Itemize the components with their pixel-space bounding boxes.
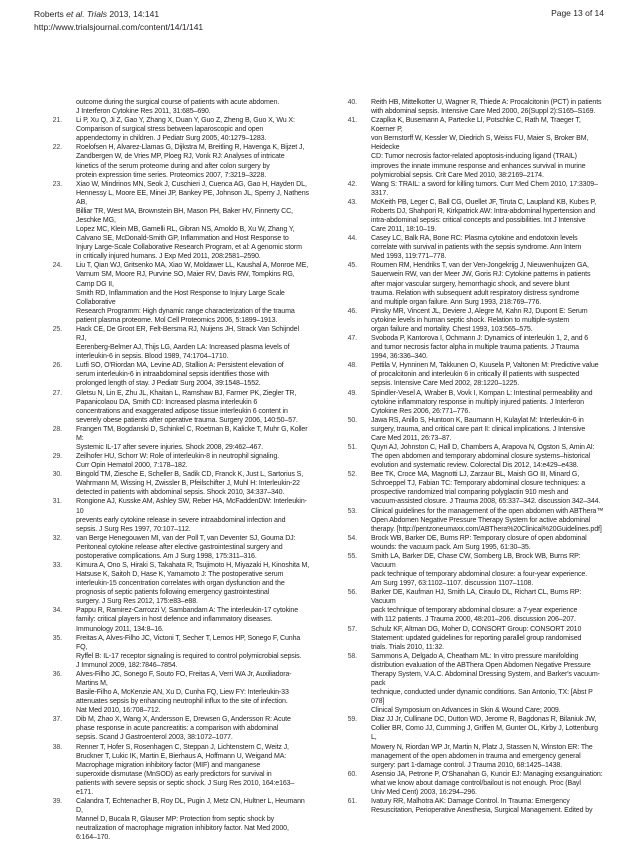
reference-item	[42, 143, 310, 179]
reference-number: 49.	[347, 389, 357, 397]
reference-number: 41.	[347, 117, 357, 125]
reference-number: 60.	[347, 770, 357, 778]
reference-item	[337, 534, 605, 552]
reference-text: Rongione AJ, Kusske AM, Ashley SW, Reber HA, McFaddenDW: Interleukin-10 prevents early cytokine release in severe intraabdominal infection and sepsis. J Surg Res 1997, 70:107–112.	[76, 498, 307, 533]
reference-number: 26.	[52, 362, 62, 370]
reference-item	[42, 425, 310, 452]
reference-number: 36.	[52, 670, 62, 678]
reference-number: 38.	[52, 743, 62, 751]
reference-list-right	[337, 98, 605, 815]
reference-text: Smith LA, Barker DE, Chase CW, Somberg LB, Brock WB, Burns RP: Vacuum pack technique of temporary abdominal closure: a four-year experience. Am Surg 1997, 63:1102–1107. discussion 1107–1108.	[371, 552, 588, 588]
reference-text: Reith HB, Mittelkotter U, Wagner R, Thiede A: Procalcitonin (PCT) in patients with abdominal sepsis. Intensive Care Med 2000, 26(Suppl 2):S165–S169.	[371, 99, 602, 116]
reference-text: Jawa RS, Anillo S, Huntoon K, Baumann H, Kulaylat M: Interleukin-6 in surgery, trauma, and critical care part II: clinical implications. J Intensive Care Med 2011, 26:73–87.	[371, 416, 586, 442]
reference-number: 58.	[347, 652, 357, 660]
reference-text: Schulz KF, Altman DG, Moher D, CONSORT Group: CONSORT 2010 Statement: updated guidelines for reporting parallel group randomised trials. Trials 2010, 11:32.	[371, 625, 582, 651]
reference-item	[42, 261, 310, 325]
reference-number: 24.	[52, 262, 62, 270]
reference-item	[337, 389, 605, 416]
reference-text: Alves-Filho JC, Sonego F, Souto FO, Freitas A, Verri WA Jr, Auxiliadora-Martins M, Basile-Filho A, McKenzie AN, Xu D, Cunha FQ, Liew FY: Interleukin-33 attenuates sepsis by enhancing neutrophil influx to the site of infection. Nat Med 2010, 16:708–712.	[76, 670, 292, 715]
reference-text: Wang S: TRAIL: a sword for killing tumors. Curr Med Chem 2010, 17:3309–3317.	[371, 180, 598, 197]
reference-item	[42, 743, 310, 797]
reference-text: Frangen TM, Bogdanski D, Schinkel C, Roetman B, Kalicke T, Muhr G, Koller M: Systemic IL-17 after severe injuries. Shock 2008, 29:462–467.	[76, 425, 308, 451]
reference-item	[337, 261, 605, 306]
reference-text: Clinical guidelines for the management of the open abdomen with ABThera™ Open Abdomen Negative Pressure Therapy System for active abdominal therapy. [http://pentzoneumaxx.com/ABThera%20Clinical%20Guidelines.pdf]	[371, 507, 604, 533]
reference-number: 42.	[347, 180, 357, 188]
reference-item	[337, 797, 605, 815]
reference-item	[42, 606, 310, 633]
reference-number: 34.	[52, 607, 62, 615]
reference-item	[42, 452, 310, 470]
reference-text: Pappu R, Ramirez-Carrozzi V, Sambandam A: The interleukin-17 cytokine family: critical players in host defence and inflammatory diseases. Immunology 2011, 134:8–16.	[76, 607, 299, 633]
reference-number: 55.	[347, 552, 357, 560]
reference-text: Xiao W, Mindrinos MN, Seok J, Cuschieri J, Cuenca AG, Gao H, Hayden DL, Hennessy L, Moore EE, Minei JP, Bankey PE, Johnson JL, Sperry J, Nathens AB, Billiar TR, West MA, Brownstein BH, Mason PH, Baker HV, Finnerty CC, Jeschke MG, Lopez MC, Klein MB, Gamelli RL, Gibran NS, Arnoldo B, Xu W, Zhang Y, Calvano SE, McDonald-Smith GP, Inflammation and Host Response to Injury Large-Scale Collaborative Research Program, et al: A genomic storm in critically injured humans. J Exp Med 2011, 208:2581–2590.	[76, 180, 309, 261]
reference-item	[42, 534, 310, 561]
reference-text: Calandra T, Echtenacher B, Roy DL, Pugin J, Metz CN, Hultner L, Heumann D, Mannel D, Bucala R, Glauser MP: Protection from septic shock by neutralization of macrophage migration inhibitory factor. Nat Med 2000, 6:164–170.	[76, 798, 305, 842]
reference-item	[42, 180, 310, 262]
reference-number: 61.	[347, 798, 357, 806]
reference-text: Ivatury RR, Malhotra AK: Damage Control. In Trauma: Emergency Resuscitation, Perioperative Anesthesia, Surgical Management. Edited by	[371, 798, 593, 815]
reference-number: 33.	[52, 561, 62, 569]
reference-text: Renner T, Hofer S, Rosenhagen C, Steppan J, Lichtenstern C, Weitz J, Bruckner T, Lukic IK, Martin E, Bierhaus A, Hoffmann U, Weigand MA: Macrophage migration inhibitory factor (MIF) and manganese superoxide dismutase (MnSOD) as early predictors for survival in patients with severe sepsis or septic shock. J Surg Res 2010, 164:e163–e171.	[76, 743, 295, 796]
reference-item	[337, 116, 605, 180]
reference-item	[337, 507, 605, 534]
reference-number: 25.	[52, 325, 62, 333]
reference-item	[337, 334, 605, 361]
reference-number: 46.	[347, 307, 357, 315]
reference-text: Roumen RM, Hendriks T, van der Ven-Jongekrijg J, Nieuwenhuijzen GA, Sauerwein RW, van der Meer JW, Goris RJ: Cytokine patterns in patients after major vascular surgery, hemorrhagic shock, and severe blunt trauma. Relation with subsequent adult respiratory distress syndrome and multiple organ failure. Ann Surg 1993, 218:769–776.	[371, 262, 591, 306]
reference-text: Zeilhofer HU, Schorr W: Role of interleukin-8 in neutrophil signaling. Curr Opin Hematol 2000, 7:178–182.	[76, 453, 279, 470]
reference-number: 28.	[52, 425, 62, 433]
reference-item	[337, 307, 605, 334]
reference-text: Czaplka K, Busemann A, Partecke LI, Potschke C, Rath M, Traeger T, Koerner P, von Bernstorff W, Kessler W, Diedrich S, Weiss FU, Maier S, Broker BM, Heidecke CD: Tumor necrosis factor-related apoptosis-inducing ligand (TRAIL) improves the innate immune response and enhances survival in murine polymicrobial sepsis. Crit Care Med 2010, 38:2169–2174.	[371, 117, 589, 179]
reference-item	[337, 652, 605, 716]
reference-item	[337, 715, 605, 769]
reference-item	[337, 180, 605, 198]
reference-item	[337, 198, 605, 234]
reference-text: Pinsky MR, Vincent JL, Deviere J, Alegre M, Kahn RJ, Dupont E: Serum cytokine levels in human septic shock. Relation to multiple-system organ failure and mortality. Chest 1993, 103:565–575.	[371, 307, 588, 333]
reference-item	[42, 715, 310, 742]
reference-item	[42, 361, 310, 388]
citation-journal: et al. Trials	[66, 9, 108, 19]
reference-number: 57.	[347, 625, 357, 633]
reference-text: Quyn AJ, Johnston C, Hall D, Chambers A, Arapova N, Ogston S, Amin AI: The open abdomen and temporary abdominal closure systems–historical evolution and systematic review. Colorectal Dis 2012, 14:e429–e438.	[371, 443, 595, 470]
reference-number: 48.	[347, 362, 357, 370]
reference-text: Gletsu N, Lin E, Zhu JL, Khaitan L, Ramshaw BJ, Farmer PK, Ziegler TR, Papanicolaou DA, Smith CD: Increased plasma interleukin 6 concentrations and exaggerated adipose tissue interleukin 6 content in severely obese patients after operative trauma. Surgery 2006, 140:50–57.	[76, 389, 298, 424]
reference-number: 51.	[347, 443, 357, 451]
reference-text: Asensio JA, Petrone P, O'Shanahan G, Kuncir EJ: Managing exsanguination: what we know about damage control/bailout is not enough. Proc (Bayl Univ Med Cent) 2003, 16:294–296.	[371, 770, 603, 796]
reference-item	[337, 443, 605, 470]
reference-number: 45.	[347, 262, 357, 270]
reference-column-left	[42, 98, 310, 842]
citation-volume: 2013, 14:141	[107, 9, 160, 19]
reference-text: Sammons A, Delgado A, Cheatham ML: In vitro pressure manifolding distribution evaluation of the ABThera Open Abdomen Negative Pressure Therapy System, V.A.C. Abdominal Dressing System, and Barker's vacuum-pack technique, conducted under dynamic conditions. San Antonio, TX: [Abst P 078] Clinical Symposium on Advances in Skin & Wound Care; 2009.	[371, 652, 600, 715]
reference-number: 30.	[52, 471, 62, 479]
reference-text: Lutfi SO, O'Riordan MA, Levine AD, Stallion A: Persistent elevation of serum interleukin-6 in intraabdominal sepsis identifies those with prolonged length of stay. J Pediatr Surg 2004, 39:1548–1552.	[76, 362, 284, 388]
reference-number: 54.	[347, 534, 357, 542]
citation-authors: Roberts	[34, 9, 67, 19]
reference-number: 27.	[52, 389, 62, 397]
reference-text: Li P, Xu Q, Ji Z, Gao Y, Zhang X, Duan Y, Guo Z, Zheng B, Guo X, Wu X: Comparison of surgical stress between laparoscopic and open appendectomy in children. J Pediatr Surg 2005, 40:1279–1283.	[76, 117, 295, 143]
reference-text: Hack CE, De Groot ER, Felt-Bersma RJ, Nuijens JH, Strack Van Schijndel RJ, Eerenberg-Belmer AJ, Thijs LG, Aarden LA: Increased plasma levels of interleukin-6 in sepsis. Blood 1989, 74:1704–1710.	[76, 325, 299, 361]
reference-item	[337, 552, 605, 588]
reference-item	[337, 234, 605, 261]
reference-text: Dib M, Zhao X, Wang X, Andersson E, Drewsen G, Andersson R: Acute phase response in acute pancreatitis: a comparison with abdominal sepsis. Scand J Gastroenterol 2003, 38:1072–1077.	[76, 716, 291, 742]
reference-text: Pettila V, Hynninen M, Takkunen O, Kuusela P, Valtonen M: Predictive value of procalcitonin and interleukin 6 in critically ill patients with suspected sepsis. Intensive Care Med 2002, 28:1220–1225.	[371, 362, 599, 388]
reference-number: 59.	[347, 716, 357, 724]
reference-item	[42, 634, 310, 670]
reference-number: 21.	[52, 117, 62, 125]
reference-item	[42, 797, 310, 842]
reference-number: 50.	[347, 416, 357, 424]
reference-continuation: outcome during the surgical course of patients with acute abdomen. J Interferon Cytokine Res 2011, 31:685–690.	[76, 99, 280, 116]
reference-text: Bee TK, Croce MA, Magnotti LJ, Zarzaur BL, Maish GO III, Minard G, Schroeppel TJ, Fabian TC: Temporary abdominal closure techniques: a prospective randomized trial comparing polyglactin 910 mesh and vacuum-assisted closure. J Trauma 2008, 65:337–342. discussion 342–344.	[371, 471, 601, 506]
reference-number: 22.	[52, 144, 62, 152]
reference-number: 52.	[347, 471, 357, 479]
reference-item	[42, 561, 310, 606]
reference-text: van Berge Henegouwen MI, van der Poll T, van Deventer SJ, Gouma DJ: Peritoneal cytokine release after elective gastrointestinal surgery and postoperative complications. Am J Surg 1998, 175:311–316.	[76, 534, 296, 560]
reference-number: 37.	[52, 716, 62, 724]
reference-number: 40.	[347, 99, 357, 106]
reference-number: 44.	[347, 235, 357, 243]
reference-text: Liu T, Qian WJ, Gritsenko MA, Xiao W, Moldawer LL, Kaushal A, Monroe ME, Varnum SM, Moore RJ, Purvine SO, Maier RV, Davis RW, Tompkins RG, Camp DG II, Smith RD, Inflammation and the Host Response to Injury Large Scale Collaborative Research Programm: High dynamic range characterization of the trauma patient plasma proteome. Mol Cell Proteomics 2006, 5:1899–1913.	[76, 262, 309, 324]
reference-text: Kimura A, Ono S, Hiraki S, Takahata R, Tsujimoto H, Miyazaki H, Kinoshita M, Hatsuse K, Saitoh D, Hase K, Yamamoto J: The postoperative serum interleukin-15 concentration correlates with organ dysfunction and the prognosis of septic patients following emergency gastrointestinal surgery. J Surg Res 2012, 175:e83–e88.	[76, 561, 310, 606]
reference-item	[42, 389, 310, 425]
reference-item	[42, 116, 310, 143]
article-url[interactable]: http://www.trialsjournal.com/content/14/1/141	[34, 22, 204, 32]
reference-text: Freitas A, Alves-Filho JC, Victoni T, Secher T, Lemos HP, Sonego F, Cunha FQ, Ryffel B: IL-17 receptor signaling is required to control polymicrobial sepsis. J Immunol 2009, 182:7846–7854.	[76, 634, 302, 669]
reference-text: Barker DE, Kaufman HJ, Smith LA, Ciraulo DL, Richart CL, Burns RP: Vacuum pack technique of temporary abdominal closure: a 7-year experience with 112 patients. J Trauma 2000, 48:201–206. discussion 206–207.	[371, 589, 582, 624]
reference-text: Roelofsen H, Alvarez-Llamas G, Dijkstra M, Breitling R, Havenga K, Bijzet J, Zandbergen W, de Vries MP, Ploeg RJ, Vonk RJ: Analyses of intricate kinetics of the serum proteome during and after colon surgery by protein expression time series. Proteomics 2007, 7:3219–3228.	[76, 144, 305, 179]
reference-item	[337, 416, 605, 443]
reference-text: Diaz JJ Jr, Cullinane DC, Dutton WD, Jerome R, Bagdonas R, Bilaniuk JW, Collier BR, Como JJ, Cumming J, Griffen M, Gunter OL, Kirby J, Lottenburg L, Mowery N, Riordan WP Jr, Martin N, Platz J, Stassen N, Winston ER: The management of the open abdomen in trauma and emergency general surgery: part 1-damage control. J Trauma 2010, 68:1425–1438.	[371, 716, 598, 769]
reference-item	[337, 770, 605, 797]
reference-item	[42, 670, 310, 715]
reference-number: 39.	[52, 798, 62, 806]
reference-number: 31.	[52, 498, 62, 506]
reference-item	[337, 361, 605, 388]
reference-number: 53.	[347, 507, 357, 515]
reference-text: McKeith PB, Leger C, Ball CG, Ouellet JF, Tiruta C, Laupland KB, Kubes P, Roberts DJ, Shahpori R, Kirkpatrick AW: Intra-abdominal hypertension and intra-abdominal sepsis: critical concepts and possibilities. Int J Intensive Care 2011, 18:10–19.	[371, 198, 596, 234]
reference-item	[337, 98, 605, 116]
reference-list-left	[42, 116, 310, 842]
reference-number: 47.	[347, 335, 357, 343]
reference-item	[42, 497, 310, 533]
reference-item	[337, 625, 605, 652]
reference-column-right	[337, 98, 605, 815]
reference-text: Spindler-Vesel A, Wraber B, Vovk I, Kompan L: Intestinal permeability and cytokine inflammatory response in multiply injured patients. J Interferon Cytokine Res 2006, 26:771–776.	[371, 389, 593, 415]
reference-number: 56.	[347, 589, 357, 597]
reference-number: 32.	[52, 534, 62, 542]
reference-text: Casey LC, Balk RA, Bone RC: Plasma cytokine and endotoxin levels correlate with survival in patients with the sepsis syndrome. Ann Intern Med 1993, 119:771–778.	[371, 235, 582, 261]
reference-item	[42, 325, 310, 361]
running-header-citation	[34, 8, 203, 34]
reference-number: 23.	[52, 180, 62, 188]
reference-number: 43.	[347, 198, 357, 206]
reference-number: 35.	[52, 634, 62, 642]
reference-item	[337, 470, 605, 506]
reference-text: Svoboda P, Kantorova I, Ochmann J: Dynamics of interleukin 1, 2, and 6 and tumor necrosis factor alpha in multiple trauma patients. J Trauma 1994, 36:336–340.	[371, 335, 589, 361]
reference-text: Brock WB, Barker DE, Burns RP: Temporary closure of open abdominal wounds: the vacuum pack. Am Surg 1995, 61:30–35.	[371, 534, 587, 551]
reference-item	[337, 588, 605, 624]
page-number: Page 13 of 14	[551, 8, 604, 18]
reference-item	[42, 470, 310, 497]
reference-text: Bingold TM, Ziesche E, Scheller B, Sadik CD, Franck K, Just L, Sartorius S, Wahrmann M, Wissing H, Zwissler B, Pfeilschifter J, Muhl H: Interleukin-22 detected in patients with abdominal sepsis. Shock 2010, 34:337–340.	[76, 471, 304, 497]
reference-number: 29.	[52, 453, 62, 461]
